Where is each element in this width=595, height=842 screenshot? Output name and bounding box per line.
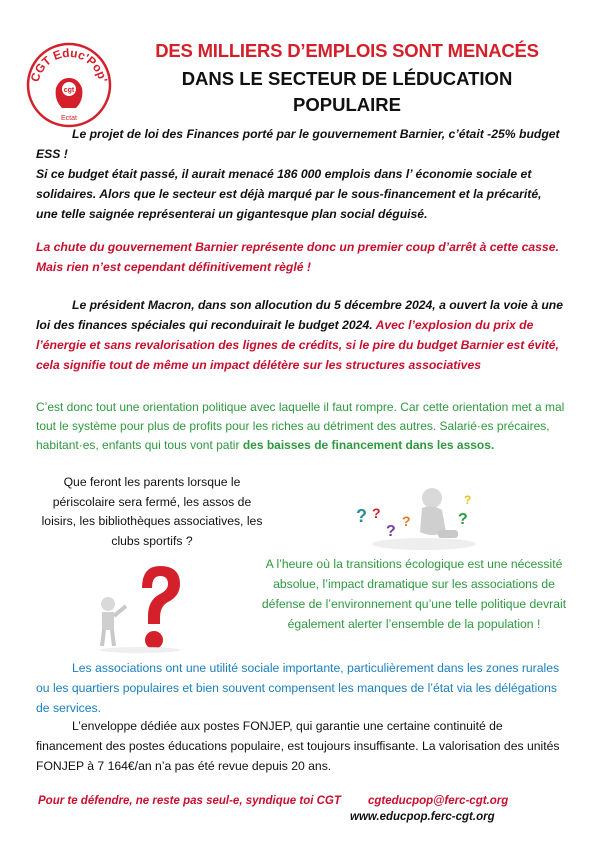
paragraph-utilite-sociale [36,658,564,718]
svg-text:?: ? [386,523,396,540]
paragraph-chute-gouvernement: La chute du gouvernement Barnier représente donc un premier coup d’arrêt à cette casse. Mais rien n’est cependant définitivement règlé ! [36,240,559,274]
question-parents-text: Que feront les parents lorsque le périscolaire sera fermé, les assos de loisirs, les bibliothèques associatives, les clubs sportifs ? [41,475,263,548]
svg-text:?: ? [402,513,411,529]
orientation-bold-text: des baisses de financement dans les assos. [242,438,495,452]
cgt-educpop-logo [26,42,112,128]
title-line-3-text: POPULAIRE [293,94,401,115]
menace-emplois-text: Si ce budget était passé, il aurait menacé 186 000 emplois dans l’ économie sociale et solidaires. Alors que le secteur est déjà marqué par le sous-financement et la précarité, une telle saignée représenterai un gigantesque plan social déguisé. [36,167,542,221]
footer-website[interactable]: www.educpop.ferc-cgt.org [350,811,495,823]
paragraph-macron [36,295,564,375]
thinking-figure-illustration [346,480,481,552]
svg-text:?: ? [356,506,367,526]
title-line-2-text: DANS LE SECTEUR DE LÉDUCATION [181,68,513,89]
question-mark-figure-illustration [90,558,190,654]
ecologie-text: A l’heure où la transitions écologique est une nécessité absolue, l’impact dramatique sur les associations de défense de l’environnement qu’une telle politique devrait également alerter l’ensemble de la population ! [261,557,567,631]
utilite-sociale-text: Les associations ont une utilité sociale importante, particulièrement dans les zones rurales ou les quartiers populaires et bien souvent compensent les manques de l’état via les délégations de services. [36,661,560,715]
paragraph-orientation [36,398,568,455]
orientation-text: C’est donc tout une orientation politique avec laquelle il faut rompre. Car cette orientation met a mal tout le système pour plus de profits pour les riches au détriment des autres. Salarié·es précaires, habitant·es, enfants qui tous vont patir [36,400,565,452]
macron-text: Le président Macron, dans son allocution du 5 décembre 2024, a ouvert la voie à une loi des finances spéciales qui reconduirait le budget 2024. [36,298,564,332]
svg-text:Ectat: Ectat [61,115,77,122]
svg-text:CGT Educ'Pop': CGT Educ'Pop' [27,45,111,84]
svg-text:?: ? [458,511,468,528]
footer-email[interactable]: cgteducpop@ferc-cgt.org [368,795,509,807]
svg-text:?: ? [464,493,472,507]
footer-slogan: Pour te défendre, ne reste pas seul-e, syndique toi CGT [38,795,341,807]
paragraph-budget-ess [36,124,564,224]
title-line-1: DES MILLIERS D’EMPLOIS SONT MENACÉS [155,40,539,61]
svg-text:?: ? [372,505,381,521]
macron-red-text: Avec l’explosion du prix de l’énergie et sans revalorisation des lignes de crédits, si le pire du budget Barnier est évité, cela signifie tout de même un impact délétère sur les structures associatives [36,318,559,372]
paragraph-fonjep [36,716,564,776]
svg-text:cgt: cgt [63,87,75,94]
title-line-2 [112,66,582,118]
budget-ess-text: Le projet de loi des Finances porté par le gouvernement Barnier, c’était -25% budget ESS ! [36,127,560,161]
fonjep-text: L’enveloppe dédiée aux postes FONJEP, qui garantie une certaine continuité de financement des postes éducations populaire, est toujours insuffisante. La valorisation des unités FONJEP à 7 164€/an n’a pas été revue depuis 20 ans. [36,719,560,773]
